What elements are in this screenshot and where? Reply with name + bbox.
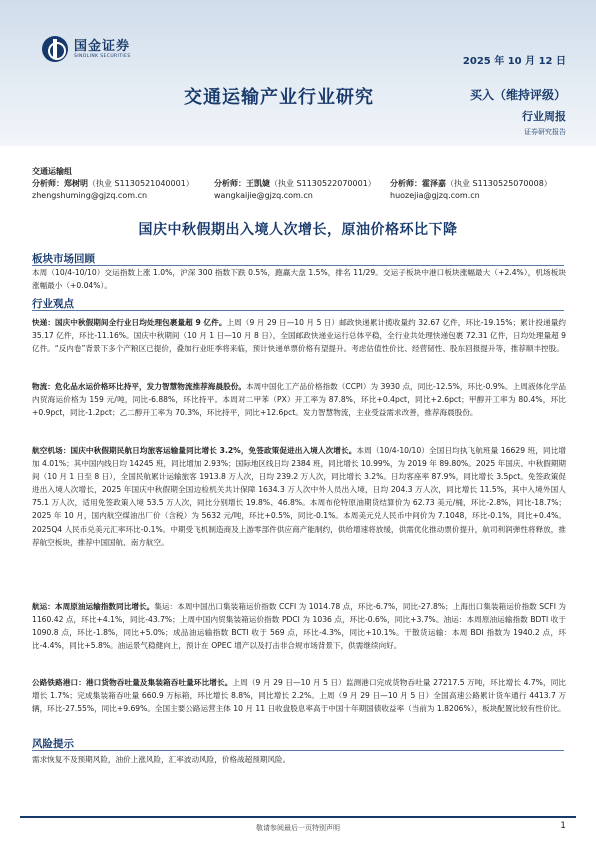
- paragraph-lede: 物流：危化品水运价格环比持平，发力智慧物流推荐海晨股份。: [32, 382, 247, 391]
- analyst-1: [32, 178, 214, 190]
- paragraph-lede: 公路铁路港口：港口货物吞吐量及集装箱吞吐量环比增长。: [32, 678, 233, 687]
- paragraph-body: 上周（9 月 29 日—10 月 5 日）邮政快递累计揽收量约 32.67 亿件，环比-19.15%；累计投递量约 35.17 亿件，环比-11.16%。国庆中秋期间（10 月 1 日—10 月 8 日），全国邮政快递业运行总体平稳，全行业共处理快递包裹 72.31 亿件，日均处理量超 9 亿件。“反内卷”背景下多个产粮区已提价，叠加行业旺季将来临，预计快递单票价格有望提升。考虑估值性价比、经营韧性、股东回报提升等，推荐顺丰控股。: [32, 318, 566, 354]
- analyst-cert: （执业 S1130525070008）: [446, 179, 552, 188]
- paragraph-express: [32, 316, 566, 355]
- analyst-email[interactable]: wangkaijie@gjzq.com.cn: [214, 191, 313, 200]
- analyst-3: [390, 178, 552, 190]
- paragraph-body: 本周（10/4-10/10）全国日均执飞航班量 16629 班，同比增加 4.01%；其中国内线日均 14245 班，同比增加 2.93%；国际地区线日均 2384 班，同比增长 10.99%，为 2019 年 89.80%。2025 年国庆、中秋假期期间（10 月 1 日至 8 日），全国民航累计运输旅客 1913.8 万人次，日均 239.2 万人次，同比增长 3.2%。日均客座率 87.9%，同比增长 3.5pct。免签政策促进出入境人次增长，2025 年国庆中秋假期全国边检机关共计保障 1634.3 万人次中外人员出入境，日均 204.3 万人次，同比增长 11.5%，其中入境外国人 75.1 万人次，适用免签政策入境 53.5 万人次，同比分别增长 19.8%、46.8%。本周布伦特原油期货结算价为 62.73 美元/桶，环比-2.8%，同比-18.7%；2025 年 10 月，国内航空煤油出厂价（含税）为 5632 元/吨，环比+0.5%，同比-0.1%。本周美元兑人民币中间价为 7.1048，环比-0.1%，同比+0.4%。2025Q4 人民币兑美元汇率环比-0.1%。中期受飞机制造商及上游零部件供应商产能制约，供给增速将放缓，供需优化推动票价提升，航司利润弹性将释放，推荐航空板块，推荐中国国航、南方航空。: [32, 446, 566, 547]
- paragraph-lede: 航空机场：国庆中秋假期民航日均旅客运输量同比增长 3.2%，免签政策促进出入境人次增长。: [32, 446, 357, 455]
- analyst-name: 霍泽嘉: [422, 179, 446, 188]
- footer-disclaimer[interactable]: 敬请参阅最后一页特别声明: [256, 824, 340, 832]
- paragraph-body: 上周（9 月 29 日—10 月 5 日）监测港口完成货物吞吐量 27217.5 万吨，环比增长 4.7%，同比增长 1.7%；完成集装箱吞吐量 660.9 万标箱，环比增长 8.8%，同比增长 2.2%。上周（9 月 29 日—10 月 5 日）全国高速公路累计货车通行 4413.7 万辆，环比-27.55%，同比+9.69%。全国主要公路运营主体 10 月 11 日收盘股息率高于中国十年期国债收益率（当前为 1.8206%），板块配置比较有性价比。: [32, 678, 566, 714]
- logo-mark-icon: [42, 36, 68, 62]
- report-date: 2025 年 10 月 12 日: [462, 56, 566, 67]
- analyst-block: [32, 166, 572, 202]
- rating-badge: 买入（维持评级）: [469, 88, 566, 102]
- paragraph-body: 集运：本周中国出口集装箱运价指数 CCFI 为 1014.78 点，环比-6.7%，同比-27.8%；上海出口集装箱运价指数 SCFI 为 1160.42 点，环比+4.1%，同比-43.7%；上周中国内贸集装箱运价指数 PDCI 为 1036 点，环比-0.6%，同比+3.7%。油运：本周原油运输指数 BDTI 收于 1090.8 点，环比-1.8%，同比+5.0%；成品油运输指数 BCTI 收于 569 点，环比-4.3%，同比+10.1%。干散货运输：本周 BDI 指数为 1940.2 点，环比-4.4%，同比+5.8%。油运景气稳健向上，预计在 OPEC 增产以及打击非合规市场背景下，供需继续向好。: [32, 602, 567, 651]
- risk-text: 需求恢复不及预期风险，油价上涨风险，汇率波动风险，价格战超预期风险。: [32, 755, 291, 764]
- analyst-label: 分析师：: [32, 179, 64, 188]
- analyst-2: [214, 178, 390, 190]
- paragraph-shipping: [32, 600, 566, 652]
- paragraph-aviation: [32, 444, 566, 549]
- report-header: [0, 0, 596, 146]
- analyst-label: 分析师：: [214, 179, 246, 188]
- paragraph-body: 本周中国化工产品价格指数（CCPI）为 3930 点，同比-12.5%，环比-0.9%。上周液体化学品内贸海运价格为 159 元/吨，同比-6.88%，环比持平。本周对二甲苯（PX）开工率为 87.8%，环比+0.4pct，同比+2.6pct；甲醇开工率为 80.4%，环比+0.9pct，同比-1.2pct；乙二醇开工率为 70.3%，环比持平，同比+12.6pct。发力智慧物流，主业受益需求改善，推荐海晨股份。: [32, 382, 567, 418]
- page-number: 1: [560, 821, 566, 831]
- report-subtype: 证券研究报告: [524, 128, 566, 136]
- analyst-label: 分析师：: [390, 179, 422, 188]
- company-logo: [42, 36, 131, 62]
- paragraph-lede: 快递：国庆中秋假期间全行业日均处理包裹量超 9 亿件。: [32, 318, 227, 327]
- section-title-risk: 风险提示: [32, 738, 74, 750]
- analyst-email[interactable]: huozejia@gjzq.com.cn: [390, 191, 480, 200]
- paragraph-logistics: [32, 380, 566, 419]
- analyst-name: 郑树明: [64, 179, 88, 188]
- market-review-text: 本周（10/4-10/10）交运指数上涨 1.0%，沪深 300 指数下跌 0.5%，跑赢大盘 1.5%，排名 11/29。交运子板块中港口板块涨幅最大（+2.4%），机场板块涨幅最小（+0.04%）。: [32, 268, 566, 291]
- section-divider: [32, 750, 564, 751]
- analyst-cert: （执业 S1130521040001）: [88, 179, 194, 188]
- analyst-email[interactable]: zhengshuming@gjzq.com.cn: [32, 191, 148, 200]
- analyst-name: 王凯婕: [246, 179, 270, 188]
- logo-name-cn: 国金证券: [74, 39, 131, 54]
- footer-divider: [20, 816, 576, 818]
- logo-name-en: SINOLINK SECURITIES: [74, 54, 131, 59]
- report-title: 交通运输产业行业研究: [184, 87, 374, 108]
- section-title-views: 行业观点: [32, 298, 74, 310]
- section-divider: [32, 310, 564, 311]
- section-title-market: 板块市场回顾: [32, 253, 95, 265]
- paragraph-road-rail-port: [32, 676, 566, 715]
- analyst-cert: （执业 S1130522070001）: [270, 179, 376, 188]
- report-type: 行业周报: [522, 110, 566, 123]
- paragraph-lede: 航运：本周原油运输指数同比增长。: [32, 602, 155, 611]
- report-headline: 国庆中秋假期出入境人次增长，原油价格环比下降: [138, 222, 458, 238]
- analyst-group: 交通运输组: [32, 167, 72, 176]
